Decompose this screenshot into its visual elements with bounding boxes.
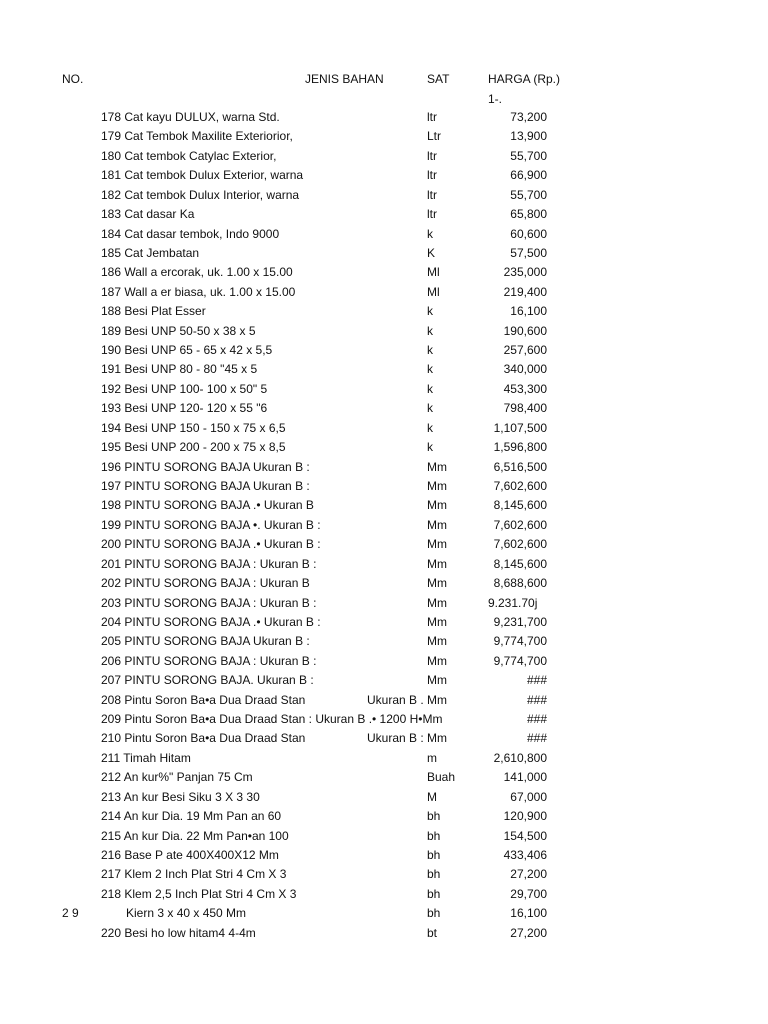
row-price: ### [526, 673, 547, 688]
row-description: 198 PINTU SORONG BAJA .• Ukuran B [101, 498, 314, 513]
row-description: 195 Besi UNP 200 - 200 x 75 x 8,5 [101, 440, 286, 455]
table-row [0, 285, 768, 304]
table-row [0, 498, 768, 517]
row-description: 206 PINTU SORONG BAJA : Ukuran B : [101, 653, 317, 668]
row-unit: Mm [427, 595, 447, 610]
table-row [0, 829, 768, 848]
table-row [0, 362, 768, 381]
row-description: 187 Wall a er biasa, uk. 1.00 x 15.00 [101, 284, 296, 299]
table-row [0, 207, 768, 226]
row-unit: ltr [427, 148, 437, 163]
row-price: 55,700 [510, 148, 547, 163]
row-description: 217 Klem 2 Inch Plat Stri 4 Cm X 3 [101, 867, 287, 882]
table-row [0, 246, 768, 265]
row-unit: bh [427, 886, 441, 901]
row-price: 1,107,500 [493, 420, 547, 435]
row-price: 7,602,600 [493, 517, 547, 532]
row-price: 8,145,600 [493, 556, 547, 571]
row-price: 60,600 [510, 226, 547, 241]
table-row [0, 440, 768, 459]
row-unit: ltr [427, 168, 437, 183]
row-unit: m [427, 750, 437, 765]
row-unit: Mm [427, 478, 447, 493]
table-row [0, 634, 768, 653]
row-price: 9,231,700 [493, 614, 547, 629]
table-row [0, 809, 768, 828]
row-description: 191 Besi UNP 80 - 80 "45 x 5 [101, 362, 258, 377]
row-description: Kiern 3 x 40 x 450 Mm [126, 906, 247, 921]
row-unit: bh [427, 847, 441, 862]
table-row [0, 712, 768, 731]
row-description: 192 Besi UNP 100- 100 x 50" 5 [101, 381, 268, 396]
row-unit: bh [427, 809, 441, 824]
row-price: 55,700 [510, 187, 547, 202]
row-unit: Mm [427, 731, 447, 746]
table-row [0, 557, 768, 576]
table-row [0, 265, 768, 284]
row-description: 197 PINTU SORONG BAJA Ukuran B : [101, 478, 310, 493]
table-row [0, 906, 768, 925]
row-price: 433,406 [503, 847, 547, 862]
row-description: 208 Pintu Soron Ba•a Dua Draad Stan [101, 692, 306, 707]
row-description: 180 Cat tembok Catylac Exterior, [101, 148, 277, 163]
row-description: 200 PINTU SORONG BAJA .• Ukuran B : [101, 537, 321, 552]
row-description: 220 Besi ho low hitam4 4-4m [101, 925, 256, 940]
row-unit: Buah [427, 770, 456, 785]
row-unit: Mm [427, 634, 447, 649]
row-unit: k [427, 381, 433, 396]
table-row [0, 790, 768, 809]
row-description: 203 PINTU SORONG BAJA : Ukuran B : [101, 595, 317, 610]
row-unit: Ml [427, 265, 440, 280]
row-price: 7,602,600 [493, 537, 547, 552]
row-description: 182 Cat tembok Dulux Interior, warna [101, 187, 300, 202]
row-price: 29,700 [510, 886, 547, 901]
row-price: ### [526, 712, 547, 727]
row-unit: k [427, 323, 433, 338]
row-description: 186 Wall a ercorak, uk. 1.00 x 15.00 [101, 265, 293, 280]
row-price: 8,688,600 [493, 576, 547, 591]
row-price: 219,400 [503, 284, 547, 299]
row-description: 188 Besi Plat Esser [101, 304, 206, 319]
row-price: 9,774,700 [493, 653, 547, 668]
row-price: 120,900 [503, 809, 547, 824]
row-price: 7,602,600 [493, 478, 547, 493]
table-row [0, 227, 768, 246]
table-row [0, 537, 768, 556]
row-price: 340,000 [503, 362, 547, 377]
table-row [0, 673, 768, 692]
row-unit: k [427, 420, 433, 435]
row-price: 27,200 [510, 867, 547, 882]
row-unit: Mm [427, 459, 447, 474]
row-lead-number: 2 9 [62, 906, 79, 921]
row-price: ### [526, 731, 547, 746]
row-description: 196 PINTU SORONG BAJA Ukuran B : [101, 459, 310, 474]
row-unit: ltr [427, 207, 437, 222]
table-row [0, 770, 768, 789]
table-row [0, 693, 768, 712]
row-unit: bh [427, 906, 441, 921]
row-description: 207 PINTU SORONG BAJA. Ukuran B : [101, 673, 314, 688]
row-unit: bh [427, 828, 441, 843]
row-price: 154,500 [503, 828, 547, 843]
row-description: 216 Base P ate 400X400X12 Mm [101, 847, 279, 862]
row-unit: M [427, 789, 437, 804]
row-price: 65,800 [510, 207, 547, 222]
row-unit: k [427, 304, 433, 319]
row-price: 67,000 [510, 789, 547, 804]
row-description: 205 PINTU SORONG BAJA Ukuran B : [101, 634, 310, 649]
row-price: 9.231.70j [488, 595, 538, 610]
table-row [0, 926, 768, 945]
row-unit: Mm [427, 673, 447, 688]
row-price: 66,900 [510, 168, 547, 183]
row-unit: Mm [427, 614, 447, 629]
row-description: 202 PINTU SORONG BAJA : Ukuran B [101, 576, 310, 591]
row-unit: k [427, 226, 433, 241]
table-row [0, 149, 768, 168]
row-unit: bh [427, 867, 441, 882]
row-price: 9,774,700 [493, 634, 547, 649]
row-price: 8,145,600 [493, 498, 547, 513]
row-unit: k [427, 401, 433, 416]
row-price: 57,500 [510, 245, 547, 260]
row-price: 141,000 [503, 770, 547, 785]
row-description: 189 Besi UNP 50-50 x 38 x 5 [101, 323, 256, 338]
header-jenis-bahan: JENIS BAHAN [305, 72, 384, 86]
row-unit: Mm [427, 517, 447, 532]
row-price: 453,300 [503, 381, 547, 396]
row-description: 218 Klem 2,5 Inch Plat Stri 4 Cm X 3 [101, 886, 297, 901]
row-unit: ltr [427, 110, 437, 124]
header-no: NO. [62, 72, 84, 86]
row-size-note: Ukuran B : [367, 731, 424, 746]
table-row [0, 479, 768, 498]
table-row [0, 615, 768, 634]
table-row [0, 129, 768, 148]
row-price: 16,100 [510, 304, 547, 319]
table-row [0, 110, 768, 129]
row-description: 193 Besi UNP 120- 120 x 55 "6 [101, 401, 268, 416]
table-row [0, 848, 768, 867]
row-description: 179 Cat Tembok Maxilite Exteriorior, [101, 129, 293, 144]
table-row [0, 304, 768, 323]
row-unit: Ltr [427, 129, 442, 144]
row-description: 199 PINTU SORONG BAJA •. Ukuran B : [101, 517, 321, 532]
row-description: 178 Cat kayu DULUX, warna Std. [101, 110, 280, 124]
row-price: 798,400 [503, 401, 547, 416]
row-description: 212 An kur%" Panjan 75 Cm [101, 770, 253, 785]
row-price: 1,596,800 [493, 440, 547, 455]
table-row [0, 460, 768, 479]
table-row [0, 168, 768, 187]
row-unit: k [427, 343, 433, 358]
table-row [0, 576, 768, 595]
table-row [0, 343, 768, 362]
table-row [0, 867, 768, 886]
row-description: 194 Besi UNP 150 - 150 x 75 x 6,5 [101, 420, 286, 435]
row-description: 209 Pintu Soron Ba•a Dua Draad Stan : Ukuran B .• 1200 H•Mm [101, 712, 443, 727]
row-description: 213 An kur Besi Siku 3 X 3 30 [101, 789, 260, 804]
row-description: 214 An kur Dia. 19 Mm Pan an 60 [101, 809, 282, 824]
header-harga: HARGA (Rp.) [488, 72, 561, 86]
row-price: 2,610,800 [493, 750, 547, 765]
row-description: 190 Besi UNP 65 - 65 x 42 x 5,5 [101, 343, 273, 358]
row-unit: Ml [427, 284, 440, 299]
row-unit: bt [427, 925, 438, 940]
table-row [0, 382, 768, 401]
table-row [0, 887, 768, 906]
row-unit: k [427, 440, 433, 455]
table-row [0, 421, 768, 440]
table-row [0, 324, 768, 343]
row-description: 183 Cat dasar Ka [101, 207, 195, 222]
header-harga-sub: 1-. [488, 92, 503, 106]
row-unit: Mm [427, 537, 447, 552]
row-size-note: Ukuran B . [367, 692, 424, 707]
row-price: 13,900 [510, 129, 547, 144]
row-price: 6,516,500 [493, 459, 547, 474]
table-row [0, 731, 768, 750]
row-description: 201 PINTU SORONG BAJA : Ukuran B : [101, 556, 317, 571]
row-unit: ltr [427, 187, 437, 202]
table-row [0, 401, 768, 420]
row-description: 185 Cat Jembatan [101, 245, 200, 260]
row-unit: Mm [427, 653, 447, 668]
row-description: 211 Timah Hitam [101, 750, 191, 765]
row-unit: Mm [427, 576, 447, 591]
row-price: 73,200 [510, 110, 547, 124]
row-unit: Mm [427, 498, 447, 513]
row-price: 16,100 [510, 906, 547, 921]
row-description: 215 An kur Dia. 22 Mm Pan•an 100 [101, 828, 289, 843]
table-row [0, 596, 768, 615]
row-unit: k [427, 362, 433, 377]
row-price: 27,200 [510, 925, 547, 940]
table-row [0, 188, 768, 207]
row-description: 204 PINTU SORONG BAJA .• Ukuran B : [101, 614, 321, 629]
row-description: 210 Pintu Soron Ba•a Dua Draad Stan [101, 731, 306, 746]
header-sat: SAT [427, 72, 450, 86]
row-unit: Mm [427, 692, 447, 707]
row-unit: Mm [427, 556, 447, 571]
row-description: 184 Cat dasar tembok, Indo 9000 [101, 226, 280, 241]
row-price: 257,600 [503, 343, 547, 358]
table-row [0, 518, 768, 537]
table-row [0, 751, 768, 770]
row-price: ### [526, 692, 547, 707]
row-description: 181 Cat tembok Dulux Exterior, warna [101, 168, 304, 183]
row-price: 190,600 [503, 323, 547, 338]
row-price: 235,000 [503, 265, 547, 280]
row-unit: K [427, 245, 436, 260]
table-row [0, 654, 768, 673]
